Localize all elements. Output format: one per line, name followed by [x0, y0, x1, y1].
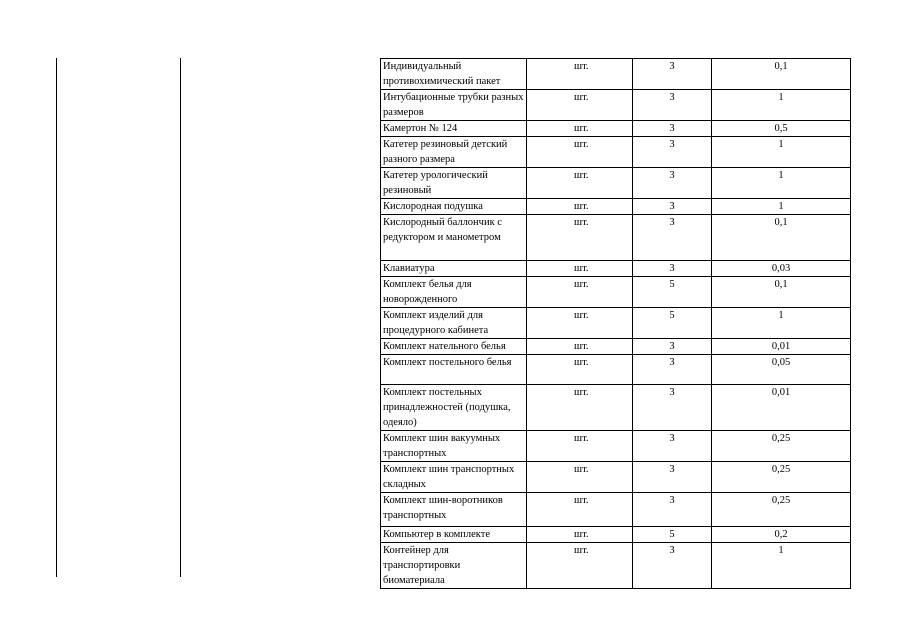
item-quantity: 3 — [633, 261, 712, 277]
table-row — [381, 308, 851, 339]
item-unit: шт. — [527, 137, 633, 168]
equipment-table — [380, 58, 851, 589]
item-value: 0,2 — [712, 527, 851, 543]
item-name: Интубационные трубки разных размеров — [381, 90, 527, 121]
item-unit: шт. — [527, 385, 633, 431]
item-unit: шт. — [527, 121, 633, 137]
item-value: 1 — [712, 199, 851, 215]
table-row — [381, 121, 851, 137]
item-quantity: 5 — [633, 308, 712, 339]
item-quantity: 3 — [633, 59, 712, 90]
item-unit: шт. — [527, 493, 633, 527]
table-row — [381, 543, 851, 589]
item-value: 0,25 — [712, 493, 851, 527]
item-name: Катетер урологический резиновый — [381, 168, 527, 199]
item-quantity: 5 — [633, 527, 712, 543]
table-row — [381, 90, 851, 121]
item-quantity: 3 — [633, 462, 712, 493]
item-unit: шт. — [527, 199, 633, 215]
item-name: Комплект постельного белья — [381, 355, 527, 385]
item-quantity: 5 — [633, 277, 712, 308]
item-value: 0,1 — [712, 215, 851, 261]
table-row — [381, 199, 851, 215]
item-unit: шт. — [527, 543, 633, 589]
item-name: Комплект шин вакуумных транспортных — [381, 431, 527, 462]
item-value: 0,5 — [712, 121, 851, 137]
item-name: Клавиатура — [381, 261, 527, 277]
item-name: Камертон № 124 — [381, 121, 527, 137]
table-row — [381, 385, 851, 431]
item-unit: шт. — [527, 168, 633, 199]
table-row — [381, 277, 851, 308]
item-unit: шт. — [527, 261, 633, 277]
item-quantity: 3 — [633, 199, 712, 215]
item-name: Комплект нательного белья — [381, 339, 527, 355]
item-unit: шт. — [527, 339, 633, 355]
item-name: Комплект постельных принадлежностей (подушка, одеяло) — [381, 385, 527, 431]
item-value: 0,1 — [712, 59, 851, 90]
table-row — [381, 168, 851, 199]
table-row — [381, 493, 851, 527]
item-name: Комплект шин-воротников транспортных — [381, 493, 527, 527]
table-row — [381, 261, 851, 277]
table-row — [381, 462, 851, 493]
item-value: 1 — [712, 308, 851, 339]
item-value: 1 — [712, 543, 851, 589]
item-value: 0,1 — [712, 277, 851, 308]
table-row — [381, 215, 851, 261]
item-quantity: 3 — [633, 137, 712, 168]
item-value: 1 — [712, 90, 851, 121]
table-row — [381, 431, 851, 462]
item-quantity: 3 — [633, 543, 712, 589]
item-quantity: 3 — [633, 121, 712, 137]
table-row — [381, 355, 851, 385]
item-name: Компьютер в комплекте — [381, 527, 527, 543]
item-quantity: 3 — [633, 215, 712, 261]
item-quantity: 3 — [633, 339, 712, 355]
item-name: Контейнер для транспортировки биоматериала — [381, 543, 527, 589]
item-name: Индивидуальный противохимический пакет — [381, 59, 527, 90]
item-value: 0,25 — [712, 431, 851, 462]
left-border-line-1 — [56, 58, 57, 577]
item-quantity: 3 — [633, 355, 712, 385]
item-value: 0,01 — [712, 385, 851, 431]
item-unit: шт. — [527, 90, 633, 121]
item-value: 0,25 — [712, 462, 851, 493]
item-unit: шт. — [527, 215, 633, 261]
item-unit: шт. — [527, 462, 633, 493]
item-quantity: 3 — [633, 90, 712, 121]
table-row — [381, 137, 851, 168]
item-quantity: 3 — [633, 168, 712, 199]
item-value: 1 — [712, 168, 851, 199]
item-unit: шт. — [527, 355, 633, 385]
item-name: Комплект изделий для процедурного кабинета — [381, 308, 527, 339]
item-unit: шт. — [527, 59, 633, 90]
item-value: 1 — [712, 137, 851, 168]
table-row — [381, 527, 851, 543]
item-value: 0,03 — [712, 261, 851, 277]
left-border-line-2 — [180, 58, 181, 577]
item-quantity: 3 — [633, 385, 712, 431]
item-name: Катетер резиновый детский разного размера — [381, 137, 527, 168]
item-name: Кислородный баллончик с редуктором и манометром — [381, 215, 527, 261]
table-row — [381, 59, 851, 90]
item-name: Комплект белья для новорожденного — [381, 277, 527, 308]
item-value: 0,01 — [712, 339, 851, 355]
table-row — [381, 339, 851, 355]
item-unit: шт. — [527, 308, 633, 339]
item-unit: шт. — [527, 277, 633, 308]
item-name: Кислородная подушка — [381, 199, 527, 215]
item-value: 0,05 — [712, 355, 851, 385]
item-unit: шт. — [527, 527, 633, 543]
item-quantity: 3 — [633, 431, 712, 462]
item-name: Комплект шин транспортных складных — [381, 462, 527, 493]
item-quantity: 3 — [633, 493, 712, 527]
item-unit: шт. — [527, 431, 633, 462]
